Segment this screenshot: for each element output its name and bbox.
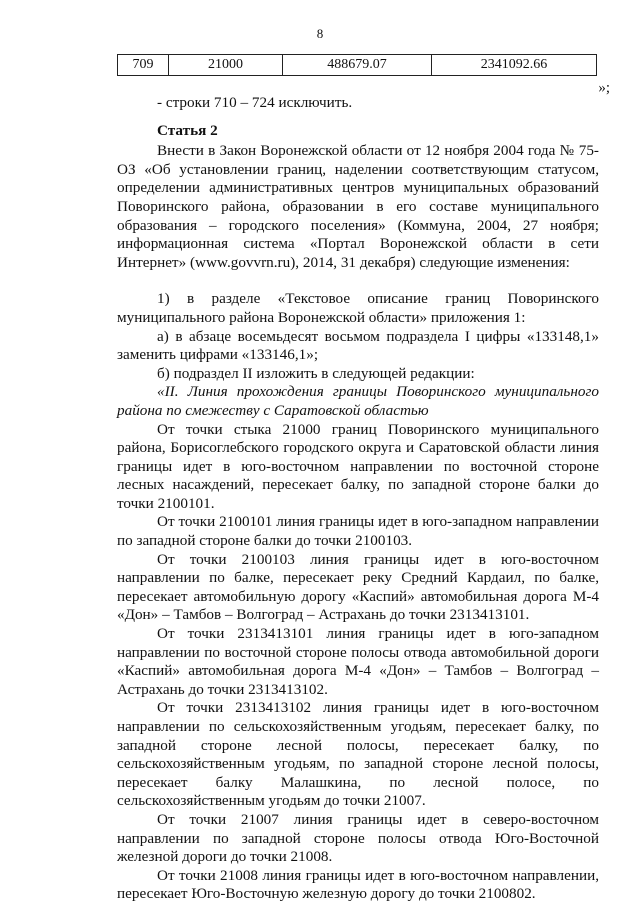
page-number: 8 [316,26,324,41]
paragraph-item-a: а) в абзаце восемьдесят восьмом подраздела I цифры «133148,1» заменить цифрами «133146,1»; [117,327,599,364]
document-body [117,94,599,904]
coordinates-table [117,54,597,76]
table-cell-point: 709 [118,55,169,76]
table-cell-x: 488679.07 [283,55,432,76]
table-cell-point-id: 21000 [169,55,283,76]
boundary-paragraph: От точки 2100103 линия границы идет в юго-восточном направлении по балке, пересекает реку Средний Кардаил, по балке, пересекает автомобильную дорогу «Каспий» автомобильная дорога М-4 «Дон» – Тамбов – Волгоград – Астрахань до точки 2313413101. [117,550,599,624]
boundary-paragraph: От точки 2313413101 линия границы идет в юго-западном направлении по восточной стороне полосы отвода автомобильной дороги «Каспий» автомобильная дорога М-4 «Дон» – Тамбов – Волгоград – Астрахань до точки 2313413102. [117,625,599,698]
boundary-paragraph: От точки 21007 линия границы идет в северо-восточном направлении по западной стороне полосы отвода Юго-Восточной железной дороги до точки 21008. [117,810,599,866]
table-row [118,55,597,76]
article-heading: Статья 2 [157,121,218,139]
table-cell-y: 2341092.66 [432,55,597,76]
boundary-paragraph: От точки стыка 21000 границ Поворинского муниципального района, Борисоглебского городского округа и Саратовской области линия границы идет в юго-восточном направлении по восточной стороне лесных насаждений, пересекает балку, по западной стороне балки до точки 2100101. [117,420,599,512]
paragraph-item-1: 1) в разделе «Текстовое описание границ Поворинского муниципального района Воронежской области» приложения 1: [117,290,599,326]
boundary-paragraph: От точки 2313413102 линия границы идет в юго-восточном направлении по сельскохозяйственным угодьям, пересекает балку, по западной стороне лесной полосы, пересекает балку, по сельскохозяйственным угодьям, по западной стороне лесной полосы, пересекает балку Малашкина, по лесной полосе, по сельскохозяйственным угодьям до точки 21007. [117,699,599,810]
paragraph-item-b: б) подраздел II изложить в следующей редакции: [157,364,475,382]
paragraph-intro: Внести в Закон Воронежской области от 12 ноября 2004 года № 75-ОЗ «Об установлении границ, наделении соответствующим статусом, определении административных центров муниципальных образований Поворинского района, образовании в его составе муниципального образования – городского поселения» (Коммуна, 2004, 27 ноября; информационная система «Портал Воронежской области в сети Интернет» (www.govvrn.ru), 2014, 31 декабря) следующие изменения: [117,142,599,271]
paragraph-delete-rows: - строки 710 – 724 исключить. [157,94,353,111]
closing-quote: »; [598,80,610,96]
boundary-paragraph: От точки 21008 линия границы идет в юго-восточном направлении, пересекает Юго-Восточную железную дорогу до точки 2100802. [117,866,599,903]
section-heading: «II. Линия прохождения границы Поворинского муниципального района по смежеству с Саратовской областью [117,383,599,419]
boundary-paragraph: От точки 2100101 линия границы идет в юго-западном направлении по западной стороне балки до точки 2100103. [117,513,599,550]
